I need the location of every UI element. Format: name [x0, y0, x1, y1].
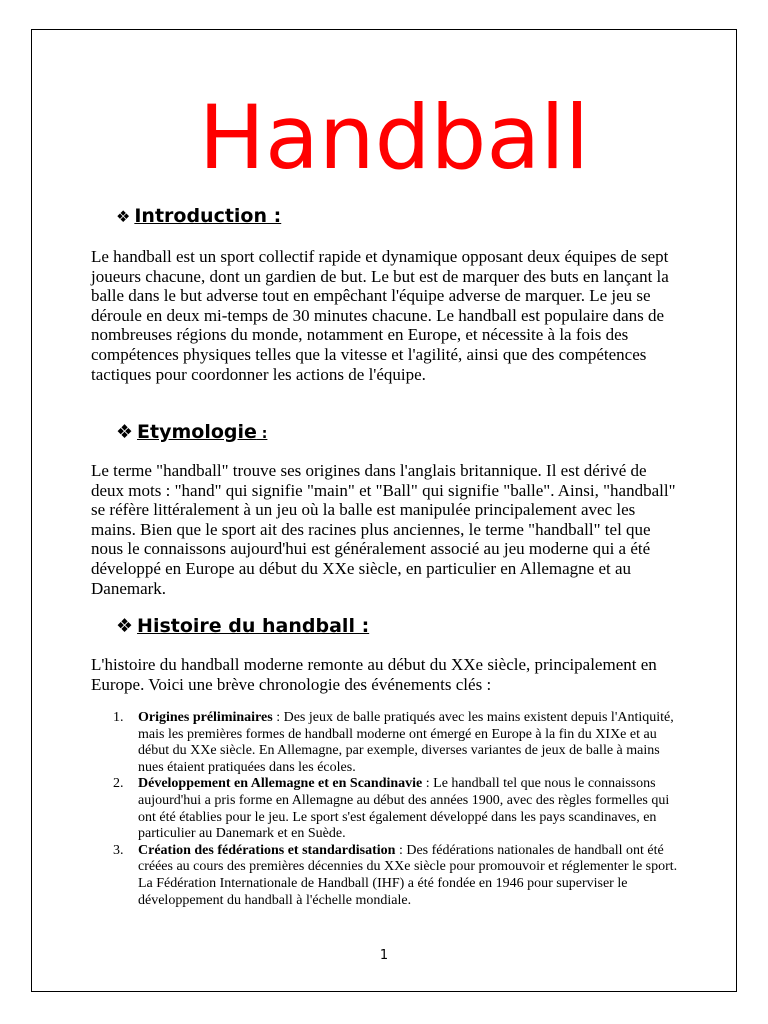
list-item-text: : Des jeux de balle pratiqués avec les mains existent depuis l'Antiquité, mais les premières formes de handball moderne ont émergé en Europe à la fin du XIXe et au début du XXe siècle. En Allemagne, par exemple, diverses variantes de jeux de balle à mains nues étaient pratiquées dans les écoles.	[138, 710, 674, 775]
list-item	[91, 776, 681, 842]
list-item-number: 1.	[113, 710, 124, 725]
heading-histoire	[116, 615, 369, 637]
list-item	[91, 843, 681, 909]
list-item-text: : Des fédérations nationales de handball ont été créées au cours des premières décennies du XXe siècle pour promouvoir et réglementer le sport. La Fédération Internationale de Handball (IHF) a été fondée en 1946 pour superviser le développement du handball à l'échelle mondiale.	[138, 842, 678, 908]
diamond-bullet-icon: ❖	[116, 421, 134, 443]
list-item	[91, 710, 681, 776]
etymologie-paragraph: Le terme "handball" trouve ses origines dans l'anglais britannique. Il est dérivé de deux mots : "hand" qui signifie "main" et "Ball" qui signifie "balle". Ainsi, "handball" se réfère littéralement à un jeu où la balle est manipulée principalement avec les mains. Bien que le sport ait des racines plus anciennes, le terme "handball" tel que nous le connaissons aujourd'hui est généralement associé au jeu moderne qui a été développé en Europe au début du XXe siècle, en particulier en Allemagne et au Danemark.	[91, 461, 676, 598]
diamond-bullet-icon: ❖	[116, 615, 134, 637]
list-item-term: Création des fédérations et standardisation	[138, 842, 396, 858]
heading-introduction-text: Introduction :	[134, 205, 282, 227]
heading-histoire-text: Histoire du handball :	[137, 615, 370, 637]
list-item-term: Origines préliminaires	[138, 710, 273, 725]
document-title: Handball	[198, 86, 590, 189]
history-list	[91, 710, 681, 909]
diamond-bullet-icon: ❖	[116, 207, 131, 226]
list-item-number: 2.	[113, 776, 124, 792]
heading-etymologie-text: Etymologie	[137, 421, 257, 443]
histoire-paragraph: L'histoire du handball moderne remonte au début du XXe siècle, principalement en Europe. Voici une brève chronologie des événements clés :	[91, 655, 657, 694]
introduction-paragraph: Le handball est un sport collectif rapide et dynamique opposant deux équipes de sept joueurs chacune, dont un gardien de but. Le but est de marquer des buts en lançant la balle dans le but adverse tout en empêchant l'équipe adverse de marquer. Le jeu se déroule en deux mi-temps de 30 minutes chacune. Le handball est populaire dans de nombreuses régions du monde, notamment en Europe, et nécessite à la fois des compétences physiques telles que la vitesse et l'agilité, ainsi que des compétences tactiques pour coordonner les actions de l'équipe.	[91, 247, 669, 384]
page-number: 1	[379, 948, 389, 963]
heading-etymologie-suffix: :	[256, 426, 268, 442]
list-item-number: 3.	[113, 842, 124, 858]
heading-etymologie	[116, 421, 267, 443]
heading-introduction	[116, 205, 281, 227]
list-item-term: Développement en Allemagne et en Scandinavie	[138, 776, 423, 792]
list-item-text: : Le handball tel que nous le connaissons aujourd'hui a pris forme en Allemagne au début des années 1900, avec des règles formelles qui ont été établies pour le jeu. Le sport s'est également développé dans les pays scandinaves, en particulier au Danemark et en Suède.	[138, 776, 670, 842]
